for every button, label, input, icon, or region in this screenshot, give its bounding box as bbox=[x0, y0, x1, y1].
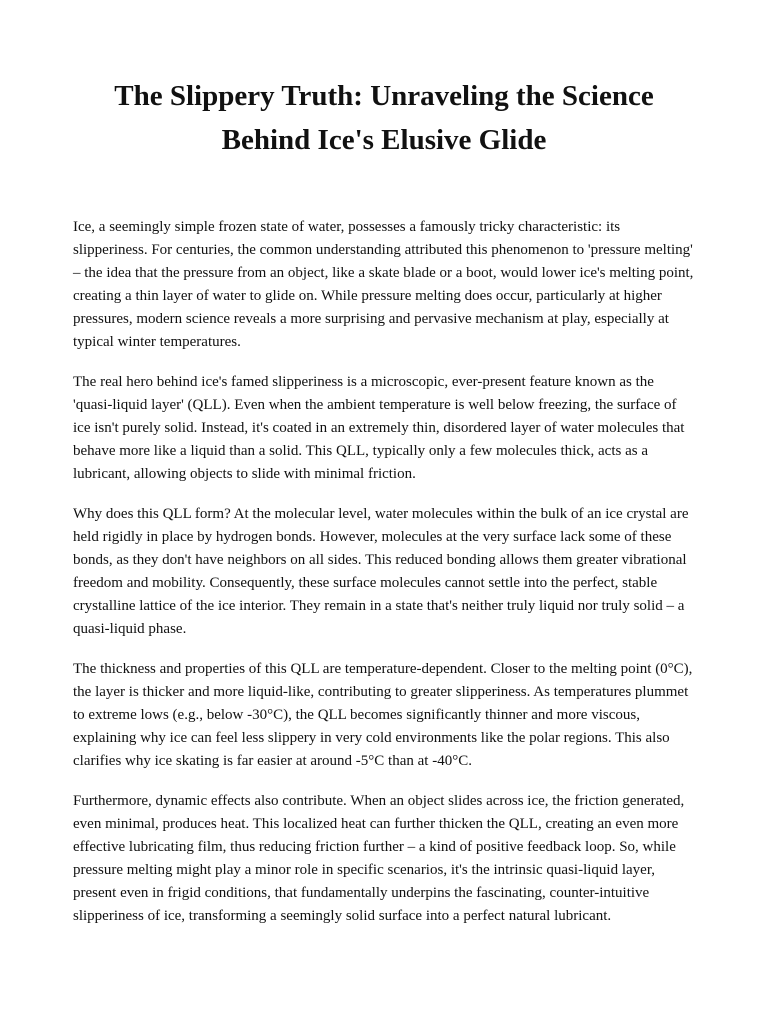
paragraph-3: Why does this QLL form? At the molecular level, water molecules within the bulk of an ice crystal are held rigidly in place by hydrogen bonds. However, molecules at the very surface lack some of these bonds, as they don't have neighbors on all sides. This reduced bonding allows them greater vibrational freedom and mobility. Consequently, these surface molecules cannot settle into the perfect, stable crystalline lattice of the ice interior. They remain in a state that's neither truly liquid nor truly solid – a quasi-liquid phase. bbox=[73, 506, 689, 637]
paragraph-5: Furthermore, dynamic effects also contribute. When an object slides across ice, the friction generated, even minimal, produces heat. This localized heat can further thicken the QLL, creating an even more effective lubricating film, thus reducing friction further – a kind of positive feedback loop. So, while pressure melting might play a minor role in specific scenarios, it's the intrinsic quasi-liquid layer, present even in frigid conditions, that fundamentally underpins the fascinating, counter-intuitive slipperiness of ice, transforming a seemingly solid surface into a perfect natural lubricant. bbox=[73, 793, 685, 924]
document-title: The Slippery Truth: Unraveling the Science Behind Ice's Elusive Glide bbox=[114, 80, 654, 156]
paragraph-2: The real hero behind ice's famed slipperiness is a microscopic, ever-present feature known as the 'quasi-liquid layer' (QLL). Even when the ambient temperature is well below freezing, the surface of ice isn't purely solid. Instead, it's coated in an extremely thin, disordered layer of water molecules that behave more like a liquid than a solid. This QLL, typically only a few molecules thick, acts as a lubricant, allowing objects to slide with minimal friction. bbox=[73, 374, 685, 482]
paragraph-1: Ice, a seemingly simple frozen state of water, possesses a famously tricky characteristic: its slipperiness. For centuries, the common understanding attributed this phenomenon to 'pressure melting' – the idea that the pressure from an object, like a skate blade or a boot, would lower ice's melting point, creating a thin layer of water to glide on. While pressure melting does occur, particularly at higher pressures, modern science reveals a more surprising and pervasive mechanism at play, especially at typical winter temperatures. bbox=[73, 219, 694, 350]
paragraph-4: The thickness and properties of this QLL are temperature-dependent. Closer to the melting point (0°C), the layer is thicker and more liquid-like, contributing to greater slipperiness. As temperatures plummet to extreme lows (e.g., below -30°C), the QLL becomes significantly thinner and more viscous, explaining why ice can feel less slippery in very cold environments like the polar regions. This also clarifies why ice skating is far easier at around -5°C than at -40°C. bbox=[73, 661, 693, 769]
